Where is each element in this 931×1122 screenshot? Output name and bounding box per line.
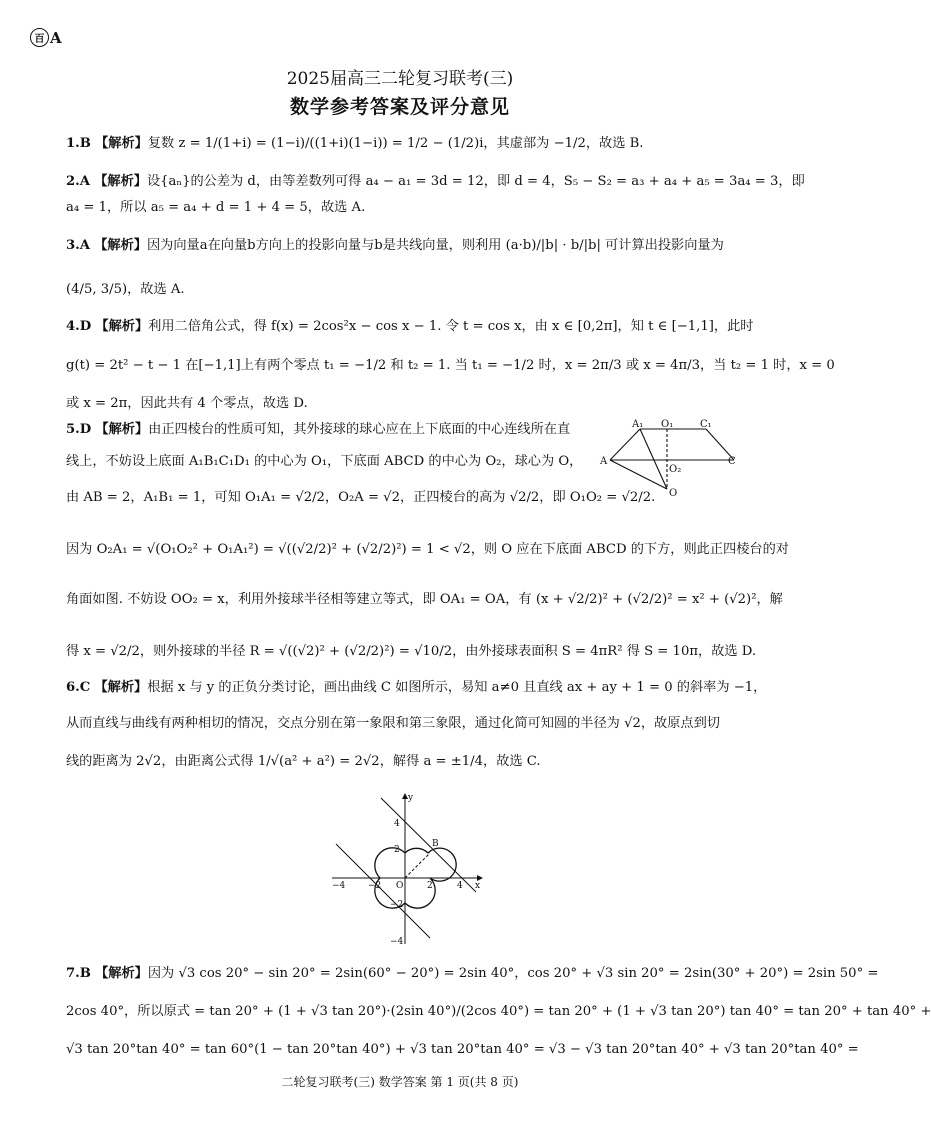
tick-x-neg4: −4 [332,881,346,891]
tick-y-neg2: −2 [390,900,404,910]
answer-1-line-1 [66,136,742,152]
tick-y-2: 2 [394,845,400,855]
label-a: A [600,456,608,467]
curve-c-figure [326,788,486,946]
page-footer: 二轮复习联考(三) 数学答案 第 1 页(共 8 页) [281,1075,519,1089]
tick-x-4: 4 [457,881,463,891]
tick-y-4: 4 [394,819,400,829]
answer-4-line-1 [66,319,754,335]
answer-6-line-3: 线的距离为 2√2，由距离公式得 1/√(a² + a²) = 2√2，解得 a = ±1/4，故选 C. [66,754,541,769]
analysis-tag: 【解析】 [95,966,148,981]
answer-number: 2.A [66,174,90,189]
radius-segment [405,853,430,878]
answer-number: 3.A [66,238,90,253]
answer-5-line-1 [66,422,606,438]
answer-5-line-5: 角面如图. 不妨设 OO₂ = x，利用外接球半径相等建立等式，即 OA₁ = OA，有 (x + √2/2)² + (√2/2)² = x² + (√2)²，解 [66,592,783,607]
frustum-section-figure [596,418,742,502]
origin-label: O [396,881,404,891]
logo-seal: 百 [30,28,49,47]
answer-text: 因为 √3 cos 20° − sin 20° = 2sin(60° − 20°) = 2sin 40°，cos 20° + √3 sin 20° = 2sin(30° + 20°) = 2sin 50° = [147,966,879,981]
tangent-line-lower [336,844,430,938]
answer-text: 设{aₙ}的公差为 d，由等差数列可得 a₄ − a₁ = 3d = 12，即 d = 4，S₅ − S₂ = a₃ + a₄ + a₅ = 3a₄ = 3，即 [146,174,805,189]
answer-number: 7.B [66,966,91,981]
answer-5-line-4: 因为 O₂A₁ = √(O₁O₂² + O₁A₁²) = √((√2/2)² + (√2/2)²) = 1 < √2，则 O 应在下底面 ABCD 的下方，则此正四棱台的对 [66,542,789,557]
label-c1: C₁ [700,419,712,430]
axis-label-x: x [475,881,481,891]
answer-text: 由正四棱台的性质可知，其外接球的球心应在上下底面的中心连线所在直 [148,422,571,437]
frustum-lines [610,429,734,489]
answer-6-line-2: 从而直线与曲线有两种相切的情况，交点分别在第一象限和第三象限，通过化简可知圆的半径为 √2，故原点到切 [66,716,720,731]
label-o1: O₁ [661,419,674,430]
answer-text: 根据 x 与 y 的正负分类讨论，画出曲线 C 如图所示，易知 a≠0 且直线 ax + ay + 1 = 0 的斜率为 −1， [147,680,767,695]
answer-2-line-2: a₄ = 1，所以 a₅ = a₄ + d = 1 + 4 = 5，故选 A. [66,200,366,215]
analysis-tag: 【解析】 [94,680,148,695]
answer-3-line-1 [66,238,742,254]
answer-7-line-2: 2cos 40°，所以原式 = tan 20° + (1 + √3 tan 20°)·(2sin 40°)/(2cos 40°) = tan 20° + (1 + √3 tan 20°) tan 40° = tan 20° + tan 40° + [66,1004,931,1019]
analysis-tag: 【解析】 [95,319,149,334]
answer-7-line-3: √3 tan 20°tan 40° = tan 60°(1 − tan 20°tan 40°) + √3 tan 20°tan 40° = √3 − √3 tan 20°tan 40° + √3 tan 20°tan 40° = [66,1042,859,1057]
analysis-tag: 【解析】 [95,422,149,437]
answer-7-line-1 [66,966,879,982]
label-c: C [728,456,736,467]
answer-5-line-2: 线上，不妨设上底面 A₁B₁C₁D₁ 的中心为 O₁，下底面 ABCD 的中心为 O₂，球心为 O， [66,454,583,469]
answer-4-line-2: g(t) = 2t² − t − 1 在[−1,1]上有两个零点 t₁ = −1/2 和 t₂ = 1. 当 t₁ = −1/2 时，x = 2π/3 或 x = 4π/3，当 t₂ = 1 时，x = 0 [66,358,835,373]
point-b-label: B [432,839,439,849]
answer-number: 1.B [66,136,91,151]
label-a1: A₁ [632,419,644,430]
answer-text: 因为向量a在向量b方向上的投影向量与b是共线向量，则利用 (a·b)/|b| · b/|b| 可计算出投影向量为 [146,238,724,253]
analysis-tag: 【解析】 [94,238,147,253]
tick-y-neg4: −4 [390,937,404,947]
tick-x-neg2: −2 [368,881,382,891]
answer-5-line-3: 由 AB = 2，A₁B₁ = 1，可知 O₁A₁ = √2/2，O₂A = √2，正四棱台的高为 √2/2，即 O₁O₂ = √2/2. [66,490,656,505]
logo [30,28,62,47]
answer-4-line-3: 或 x = 2π，因此共有 4 个零点，故选 D. [66,396,308,411]
answer-5-line-6: 得 x = √2/2，则外接球的半径 R = √((√2)² + (√2/2)²) = √10/2，由外接球表面积 S = 4πR² 得 S = 10π，故选 D. [66,644,757,659]
exam-title: 2025届高三二轮复习联考(三) [286,69,514,89]
tick-x-2: 2 [427,881,433,891]
answer-3-line-2: (4/5, 3/5)，故选 A. [66,282,185,297]
answer-6-line-1 [66,680,767,696]
answer-text: 利用二倍角公式，得 f(x) = 2cos²x − cos x − 1. 令 t = cos x，由 x ∈ [0,2π]，知 t ∈ [−1,1]，此时 [148,319,754,334]
axis-label-y: y [408,793,414,803]
label-o2: O₂ [669,464,682,475]
analysis-tag: 【解析】 [94,174,147,189]
answer-number: 6.C [66,680,91,695]
label-o: O [669,488,678,499]
answer-text: 复数 z = 1/(1+i) = (1−i)/((1+i)(1−i)) = 1/2 − (1/2)i，其虚部为 −1/2，故选 B. [147,136,644,151]
answer-2-line-1 [66,174,805,190]
logo-letter: A [50,28,62,47]
analysis-tag: 【解析】 [95,136,148,151]
answer-number: 4.D [66,319,92,334]
answer-number: 5.D [66,422,92,437]
answer-title: 数学参考答案及评分意见 [289,96,510,118]
